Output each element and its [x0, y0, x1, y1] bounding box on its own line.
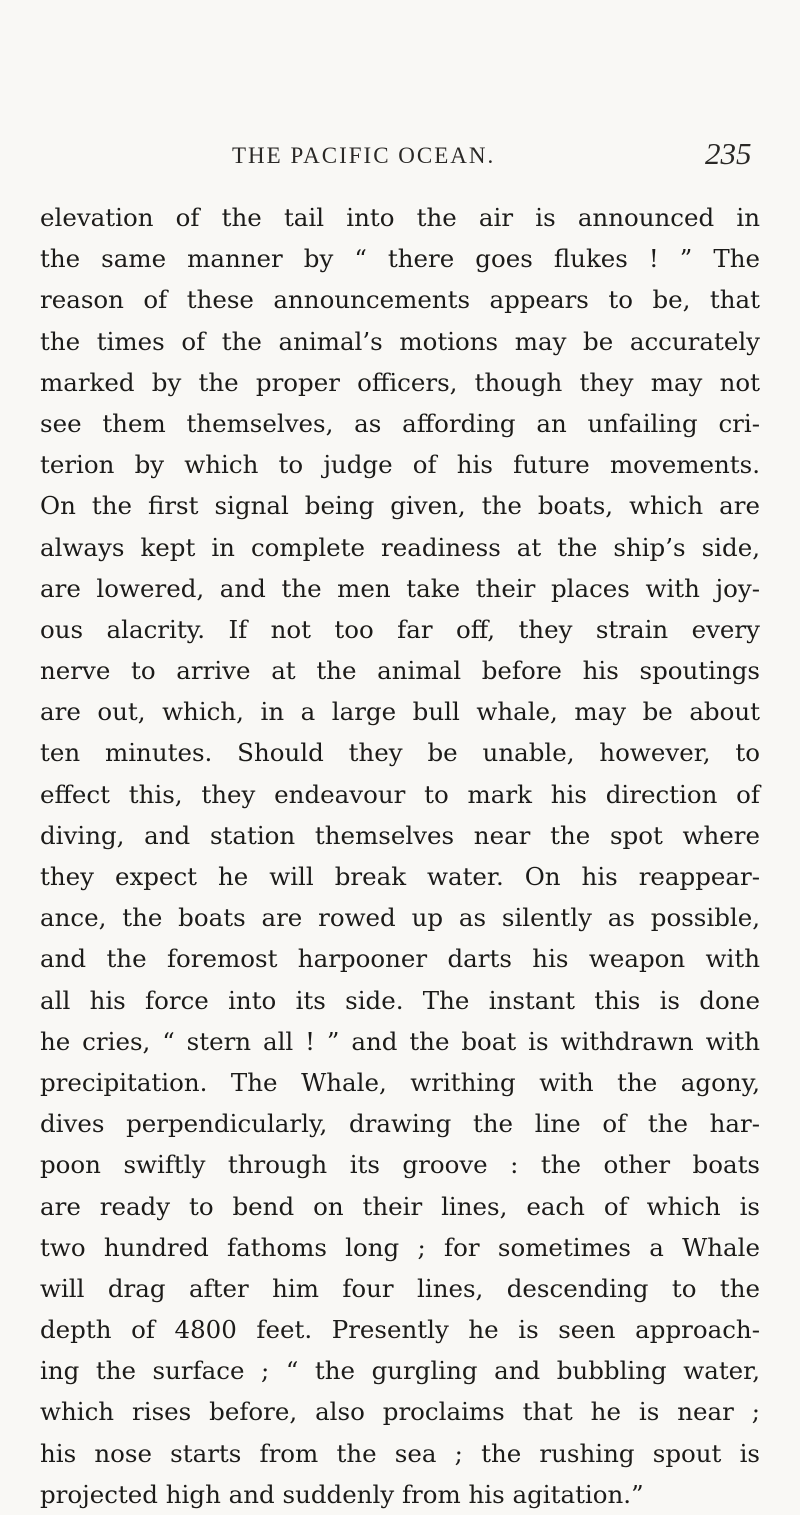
text-line: precipitation. The Whale, writhing with the agony, — [40, 1067, 760, 1097]
text-line: and the foremost harpooner darts his weapon with — [40, 944, 760, 974]
text-line: depth of 4800 feet. Presently he is seen approach- — [40, 1315, 760, 1345]
body-text — [40, 197, 760, 1515]
text-line: On the first signal being given, the boats, which are — [40, 491, 760, 521]
text-line: two hundred fathoms long ; for sometimes a Whale — [40, 1232, 760, 1262]
text-line: are out, which, in a large bull whale, may be about — [40, 697, 760, 727]
text-line: ing the surface ; “ the gurgling and bubbling water, — [40, 1356, 760, 1386]
text-line: will drag after him four lines, descending to the — [40, 1273, 760, 1303]
text-line: he cries, “ stern all ! ” and the boat is withdrawn with — [40, 1026, 760, 1056]
text-line: elevation of the tail into the air is announced in — [40, 203, 760, 232]
text-line: the same manner by “ there goes flukes ! ” The — [40, 244, 760, 274]
text-line: poon swiftly through its groove : the other boats — [40, 1150, 760, 1180]
text-line: are ready to bend on their lines, each of which is — [40, 1191, 760, 1221]
text-line: nerve to arrive at the animal before his spoutings — [40, 656, 760, 686]
text-line: reason of these announcements appears to be, that — [40, 285, 760, 315]
text-line: ous alacrity. If not too far off, they strain every — [40, 614, 760, 644]
text-line: the times of the animal’s motions may be accurately — [40, 326, 760, 356]
text-line: all his force into its side. The instant this is done — [40, 985, 760, 1015]
text-line: are lowered, and the men take their places with joy- — [40, 573, 760, 603]
text-line: dives perpendicularly, drawing the line of the har- — [40, 1109, 760, 1139]
text-line: diving, and station themselves near the spot where — [40, 820, 760, 850]
text-line: ance, the boats are rowed up as silently as possible, — [40, 903, 760, 933]
text-line: see them themselves, as affording an unfailing cri- — [40, 408, 760, 438]
text-line: terion by which to judge of his future movements. — [40, 450, 760, 480]
text-line: ten minutes. Should they be unable, however, to — [40, 738, 760, 768]
page-number: 235 — [705, 136, 752, 171]
text-line: effect this, they endeavour to mark his direction of — [40, 779, 760, 809]
running-head: THE PACIFIC OCEAN. — [232, 143, 496, 168]
text-line: marked by the proper officers, though they may not — [40, 367, 760, 397]
text-line: always kept in complete readiness at the ship’s side, — [40, 532, 760, 562]
text-line: projected high and suddenly from his agitation.” — [40, 1479, 644, 1509]
text-line: they expect he will break water. On his reappear- — [40, 862, 760, 891]
text-line: which rises before, also proclaims that he is near ; — [40, 1397, 760, 1427]
text-line: his nose starts from the sea ; the rushing spout is — [40, 1438, 760, 1468]
